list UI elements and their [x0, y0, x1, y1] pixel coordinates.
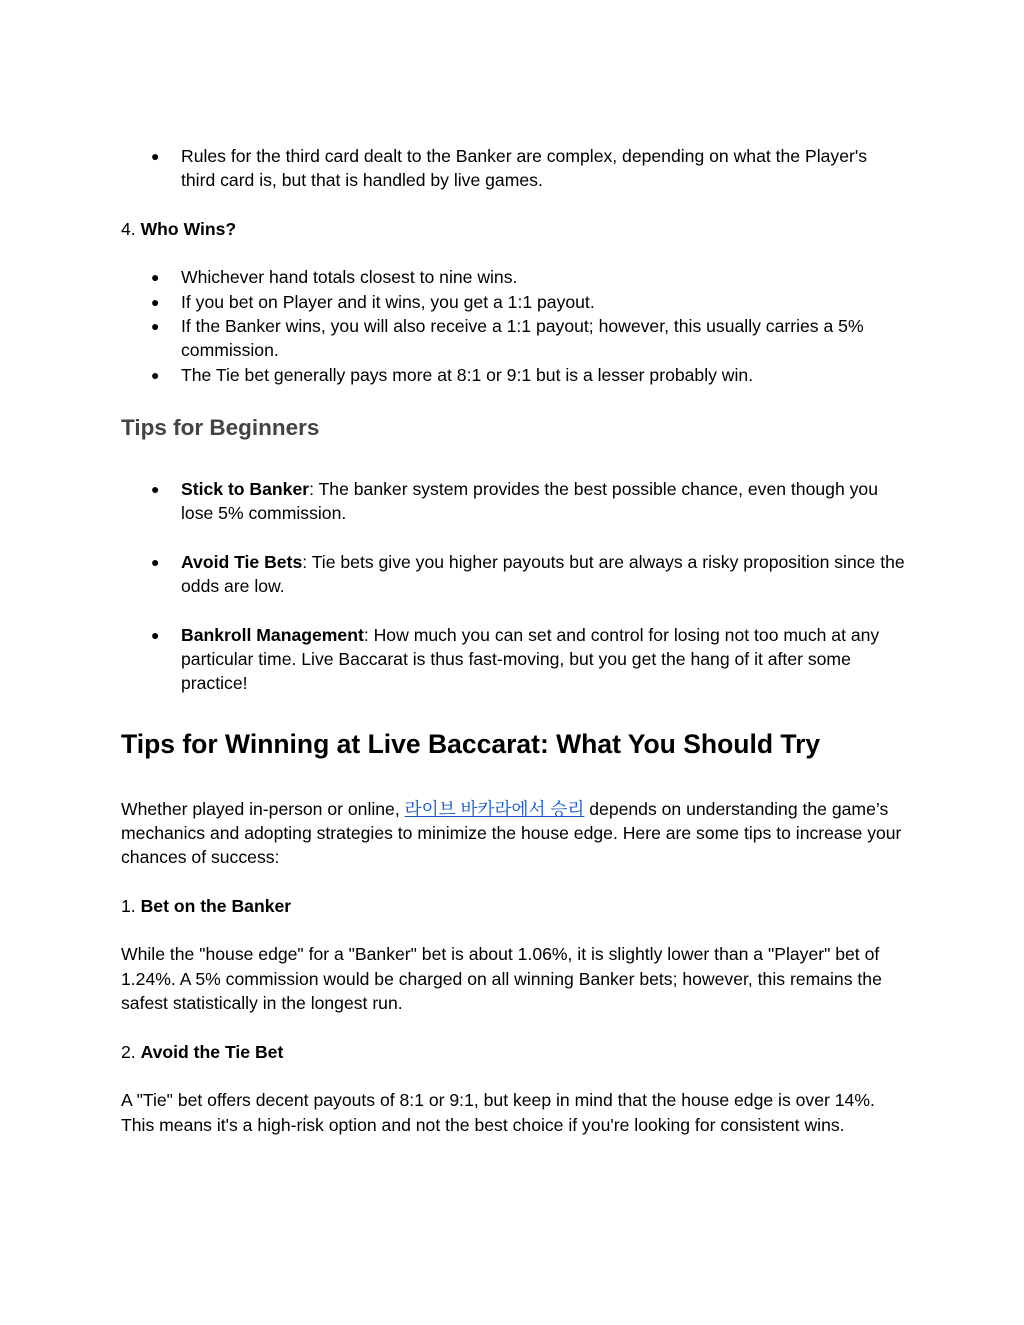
list-item — [121, 144, 906, 193]
list-item — [121, 363, 906, 387]
avoid-tie-bet-heading — [121, 1040, 906, 1064]
document-content — [121, 144, 906, 1137]
who-wins-number: 4. — [121, 218, 136, 239]
list-item — [121, 265, 906, 289]
item-title: Avoid the Tie Bet — [140, 1041, 284, 1062]
bullet-icon: ● — [151, 318, 160, 335]
who-wins-title: Who Wins? — [140, 218, 237, 239]
bet-on-banker-body: While the "house edge" for a "Banker" bet is about 1.06%, it is slightly lower than a "Player" bet of 1.24%. A 5% commission would be charged on all winning Banker bets; however, this remains the safest statistically in the longest run. — [121, 944, 882, 1014]
tip-term: Bankroll Management — [181, 624, 364, 645]
tip-text: : How much you can set and control for losing not too much at any particular time. Live Baccarat is thus fast-moving, but you get the hang of it after some practice! — [181, 624, 880, 694]
bullet-icon: ● — [151, 293, 160, 310]
avoid-tie-bet-body: A "Tie" bet offers decent payouts of 8:1 or 9:1, but keep in mind that the house edge is over 14%. This means it's a high-risk option and not the best choice if you're looking for consistent wins. — [121, 1090, 875, 1135]
item-title: Bet on the Banker — [140, 895, 292, 916]
who-wins-bullet-list — [121, 265, 906, 386]
third-card-bullet-list — [121, 144, 906, 193]
item-number: 1. — [121, 895, 136, 916]
tip-term: Avoid Tie Bets — [181, 551, 303, 572]
list-item — [121, 477, 906, 526]
intro-text-before: Whether played in-person or online, — [121, 798, 405, 819]
list-item-text: Rules for the third card dealt to the Banker are complex, depending on what the Player's third card is, but that is handled by live games. — [181, 146, 868, 191]
beginner-tips-list — [121, 477, 906, 696]
item-number: 2. — [121, 1041, 136, 1062]
bullet-icon: ● — [151, 553, 160, 570]
list-item-text: The Tie bet generally pays more at 8:1 or 9:1 but is a lesser probably win. — [181, 364, 754, 385]
who-wins-heading — [121, 217, 906, 241]
tips-for-winning-heading: Tips for Winning at Live Baccarat: What You Should Try — [121, 728, 821, 759]
winning-intro-paragraph — [121, 797, 906, 870]
list-item-text: Whichever hand totals closest to nine wins. — [181, 267, 518, 288]
bullet-icon: ● — [151, 480, 160, 497]
bullet-icon: ● — [151, 148, 160, 164]
bet-on-banker-heading — [121, 894, 906, 918]
live-baccarat-win-link[interactable]: 라이브 바카라에서 승리 — [404, 798, 585, 819]
list-item — [121, 290, 906, 314]
tip-text: : Tie bets give you higher payouts but are always a risky proposition since the odds are low. — [181, 551, 905, 597]
bullet-icon: ● — [151, 269, 160, 286]
list-item — [121, 550, 906, 599]
bullet-icon: ● — [151, 626, 160, 643]
tips-for-beginners-heading: Tips for Beginners — [121, 414, 320, 440]
list-item — [121, 314, 906, 363]
list-item — [121, 623, 906, 696]
tip-text: : The banker system provides the best possible chance, even though you lose 5% commission. — [181, 478, 878, 524]
bullet-icon: ● — [151, 366, 160, 383]
tip-term: Stick to Banker — [181, 478, 310, 499]
intro-text-after: depends on understanding the game’s mechanics and adopting strategies to minimize the house edge. Here are some tips to increase your chances of success: — [121, 798, 902, 868]
list-item-text: If the Banker wins, you will also receive a 1:1 payout; however, this usually carries a 5% commission. — [181, 316, 864, 361]
list-item-text: If you bet on Player and it wins, you get a 1:1 payout. — [181, 291, 595, 312]
